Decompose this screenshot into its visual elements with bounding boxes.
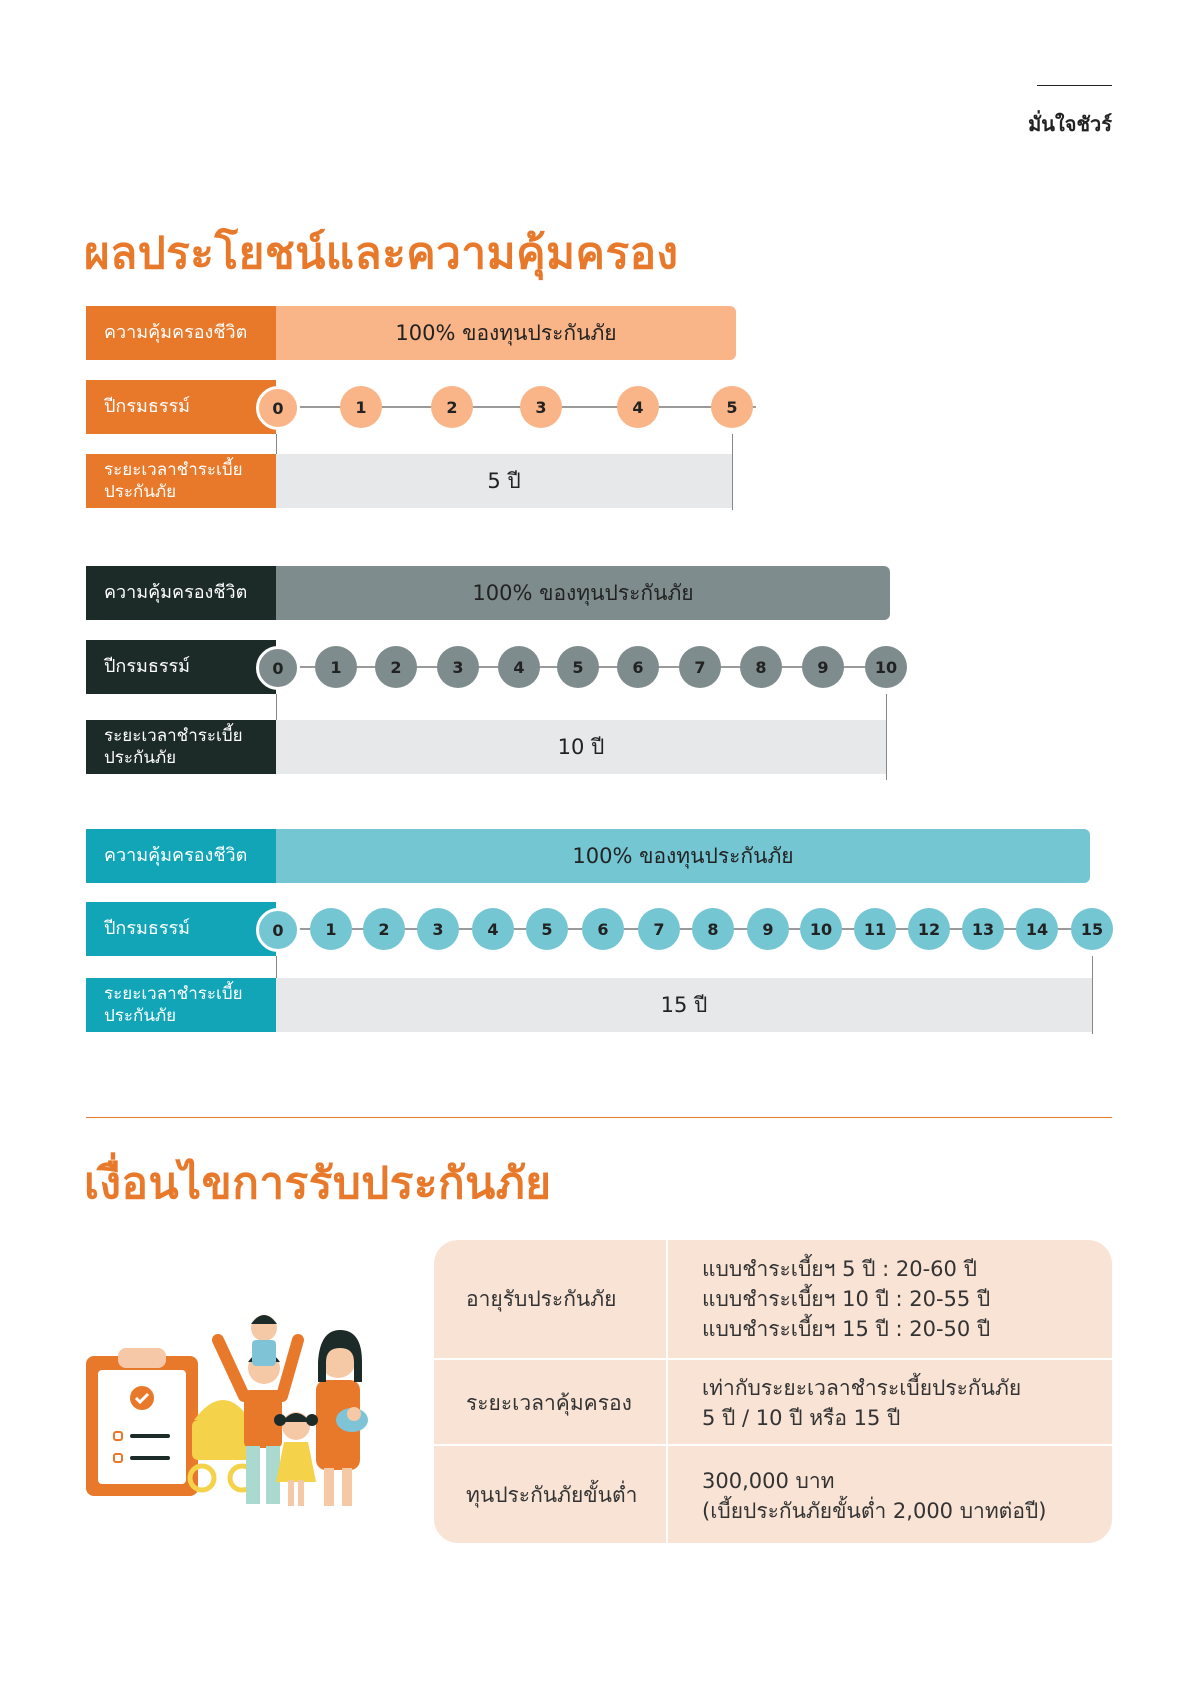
pay-term-label	[86, 978, 276, 1032]
plan-15-years	[86, 829, 1126, 1039]
start-marker	[276, 956, 277, 978]
condition-value	[670, 1360, 1112, 1446]
policy-year-label: ปีกรมธรรม์	[86, 380, 276, 434]
policy-year-row	[86, 380, 766, 434]
year-dot: 5	[526, 908, 568, 950]
pay-term-label	[86, 454, 276, 508]
clipboard-check-icon	[86, 1348, 198, 1496]
year-dot: 9	[802, 646, 844, 688]
pay-term-label-line1: ระยะเวลาชำระเบี้ย	[104, 984, 243, 1004]
year-dot: 1	[310, 908, 352, 950]
pay-term-label-line2: ประกันภัย	[104, 748, 177, 768]
start-marker	[276, 434, 277, 454]
year-dot: 7	[638, 908, 680, 950]
condition-value-line: แบบชำระเบี้ยฯ 15 ปี : 20-50 ปี	[702, 1317, 991, 1341]
year-dot: 4	[472, 908, 514, 950]
conditions-title: เงื่อนไขการรับประกันภัย	[84, 1158, 552, 1209]
year-dot: 6	[617, 646, 659, 688]
year-dot: 0	[256, 646, 300, 690]
year-dot: 0	[256, 386, 300, 430]
end-marker	[732, 434, 733, 510]
conditions-table	[434, 1240, 1112, 1543]
pay-term-label-line1: ระยะเวลาชำระเบี้ย	[104, 460, 243, 480]
pay-term-label-line1: ระยะเวลาชำระเบี้ย	[104, 726, 243, 746]
condition-value-line: 5 ปี / 10 ปี หรือ 15 ปี	[702, 1406, 901, 1430]
condition-key: ระยะเวลาคุ้มครอง	[434, 1360, 668, 1446]
plan-10-years	[86, 566, 1126, 776]
year-dot: 2	[431, 386, 473, 428]
year-dot: 3	[417, 908, 459, 950]
year-dot: 10	[800, 908, 842, 950]
pay-term-bar: 5 ปี	[276, 454, 732, 508]
condition-key: อายุรับประกันภัย	[434, 1240, 668, 1358]
coverage-bar: 100% ของทุนประกันภัย	[276, 306, 736, 360]
coverage-label: ความคุ้มครองชีวิต	[86, 566, 276, 620]
condition-key: ทุนประกันภัยขั้นต่ำ	[434, 1446, 668, 1543]
policy-year-label: ปีกรมธรรม์	[86, 902, 276, 956]
year-dot: 4	[617, 386, 659, 428]
plan-5-years	[86, 306, 1126, 506]
coverage-label: ความคุ้มครองชีวิต	[86, 306, 276, 360]
year-dot: 2	[363, 908, 405, 950]
policy-year-row	[86, 902, 1126, 956]
condition-row-min-sum	[434, 1444, 1112, 1543]
year-dot: 6	[582, 908, 624, 950]
pay-term-label-line2: ประกันภัย	[104, 1006, 177, 1026]
condition-value-line: แบบชำระเบี้ยฯ 5 ปี : 20-60 ปี	[702, 1257, 977, 1281]
year-dot: 15	[1071, 908, 1113, 950]
pay-term-bar: 10 ปี	[276, 720, 886, 774]
policy-year-label: ปีกรมธรรม์	[86, 640, 276, 694]
policy-year-row	[86, 640, 926, 694]
year-dot: 14	[1016, 908, 1058, 950]
year-dot: 8	[740, 646, 782, 688]
coverage-label: ความคุ้มครองชีวิต	[86, 829, 276, 883]
pay-term-label-line2: ประกันภัย	[104, 482, 177, 502]
condition-value	[670, 1446, 1112, 1543]
condition-value-line: (เบี้ยประกันภัยขั้นต่ำ 2,000 บาทต่อปี)	[702, 1498, 1047, 1523]
year-dot: 8	[692, 908, 734, 950]
coverage-bar: 100% ของทุนประกันภัย	[276, 829, 1090, 883]
start-marker	[276, 694, 277, 720]
condition-value-line: 300,000 บาท	[702, 1468, 835, 1493]
year-dot: 3	[520, 386, 562, 428]
year-dot: 12	[908, 908, 950, 950]
year-dot: 11	[854, 908, 896, 950]
year-dot: 3	[437, 646, 479, 688]
year-dot: 4	[498, 646, 540, 688]
family-illustration	[84, 1270, 404, 1510]
pay-term-label	[86, 720, 276, 774]
condition-row-age	[434, 1240, 1112, 1358]
end-marker	[886, 694, 887, 780]
year-dot: 7	[679, 646, 721, 688]
condition-value-line: เท่ากับระยะเวลาชำระเบี้ยประกันภัย	[702, 1376, 1022, 1400]
condition-row-coverage-period	[434, 1358, 1112, 1446]
year-dot: 1	[340, 386, 382, 428]
year-dot: 2	[375, 646, 417, 688]
year-dot: 10	[865, 646, 907, 688]
brand-name: มั่นใจชัวร์	[1028, 112, 1112, 136]
brand-rule	[1037, 85, 1112, 86]
year-dot: 5	[557, 646, 599, 688]
condition-value	[670, 1240, 1112, 1358]
year-dot: 1	[315, 646, 357, 688]
benefits-title: ผลประโยชน์และความคุ้มครอง	[84, 228, 679, 279]
coverage-bar: 100% ของทุนประกันภัย	[276, 566, 890, 620]
year-dot: 5	[711, 386, 753, 428]
pay-term-bar: 15 ปี	[276, 978, 1092, 1032]
condition-value-line: แบบชำระเบี้ยฯ 10 ปี : 20-55 ปี	[702, 1287, 991, 1311]
year-dot: 13	[962, 908, 1004, 950]
end-marker	[1092, 956, 1093, 1034]
section-divider	[86, 1117, 1112, 1118]
year-dot: 9	[747, 908, 789, 950]
year-dot: 0	[256, 908, 300, 952]
